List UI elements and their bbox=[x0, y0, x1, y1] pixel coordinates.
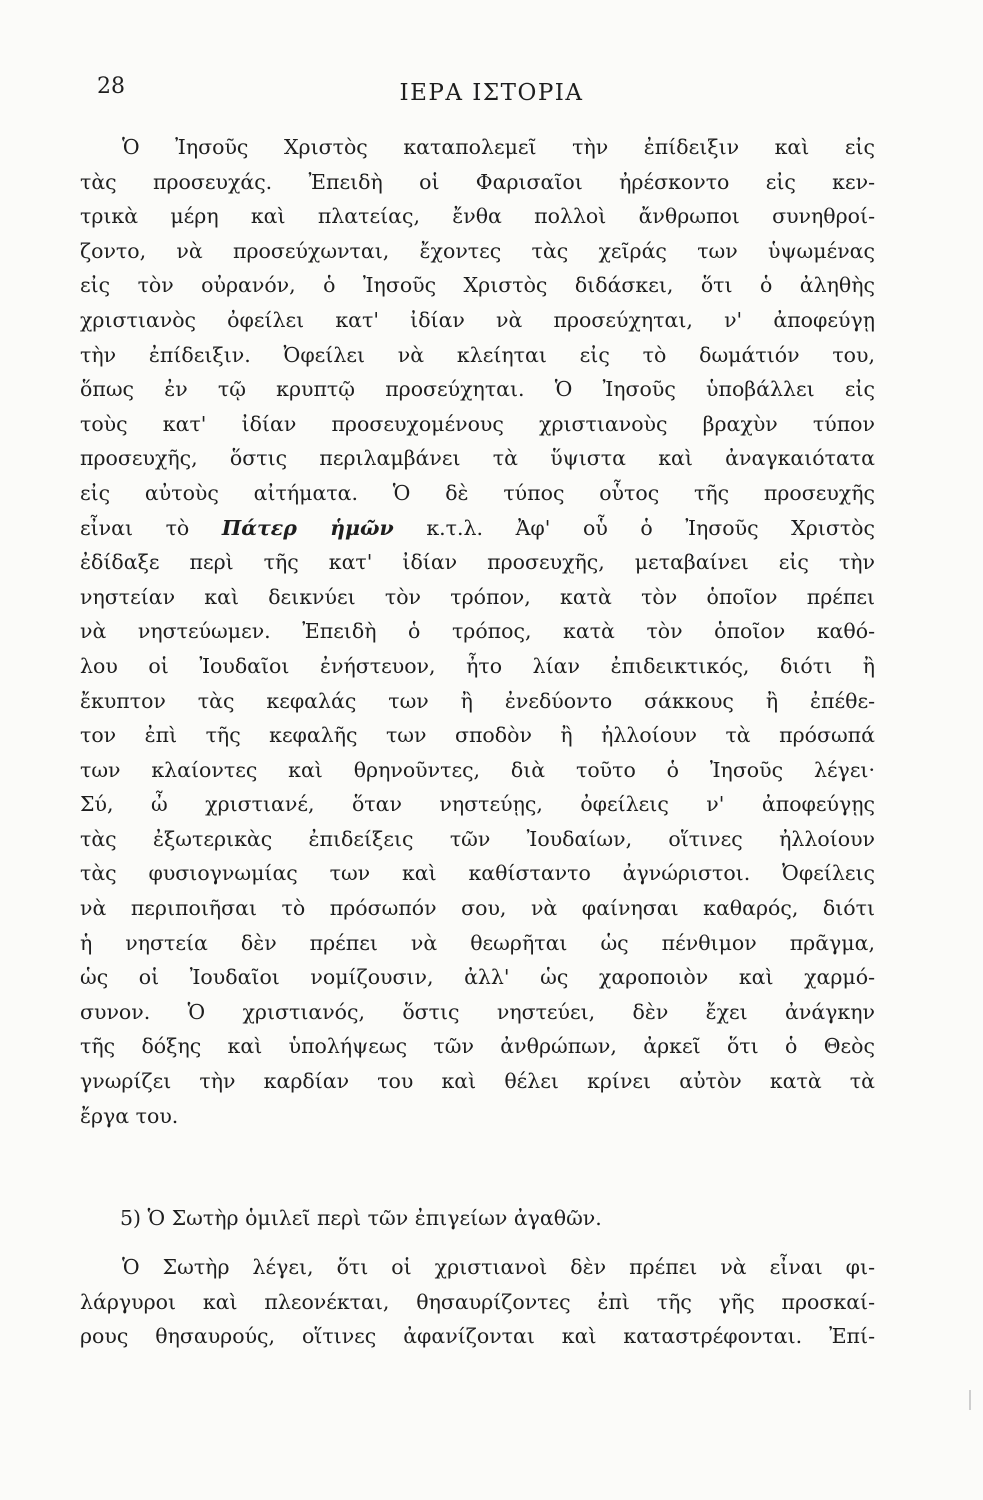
text-line: χριστιανὸς ὀφείλει κατ' ἰδίαν νὰ προσεύχηται, ν' ἀποφεύγῃ bbox=[80, 307, 875, 332]
text-line: ζοντο, νὰ προσεύχωνται, ἔχοντες τὰς χεῖράς των ὑψωμένας bbox=[80, 238, 875, 263]
section-heading: 5) Ὁ Σωτὴρ ὁμιλεῖ περὶ τῶν ἐπιγείων ἀγαθῶν. bbox=[120, 1206, 602, 1230]
text-line: Σύ, ὦ χριστιανέ, ὅταν νηστεύῃς, ὀφείλεις ν' ἀποφεύγῃς bbox=[80, 792, 875, 817]
text-line-lords-prayer bbox=[80, 511, 875, 546]
running-title: ΙΕΡΑ ΙΣΤΟΡΙΑ bbox=[399, 80, 584, 106]
text-line: τὰς φυσιογνωμίας των καὶ καθίσταντο ἀγνώριστοι. Ὀφείλεις bbox=[80, 861, 875, 886]
text-line: γνωρίζει τὴν καρδίαν του καὶ θέλει κρίνει αὐτὸν κατὰ τὰ bbox=[80, 1069, 875, 1094]
text-line: των κλαίοντες καὶ θρηνοῦντες, διὰ τοῦτο ὁ Ἰησοῦς λέγει· bbox=[80, 757, 875, 782]
text-line: ἔργα του. bbox=[80, 1103, 179, 1128]
text-line: νὰ περιποιῆσαι τὸ πρόσωπόν σου, νὰ φαίνησαι καθαρός, διότι bbox=[80, 896, 875, 921]
text-line: τὰς προσευχάς. Ἐπειδὴ οἱ Φαρισαῖοι ἠρέσκοντο εἰς κεν- bbox=[80, 169, 875, 194]
page-number: 28 bbox=[97, 74, 125, 99]
text-line: ὅπως ἐν τῷ κρυπτῷ προσεύχηται. Ὁ Ἰησοῦς ὑποβάλλει εἰς bbox=[80, 377, 875, 402]
text-line: ὡς οἱ Ἰουδαῖοι νομίζουσιν, ἀλλ' ὡς χαροποιὸν καὶ χαρμό- bbox=[80, 965, 875, 990]
text-line: νηστείαν καὶ δεικνύει τὸν τρόπον, κατὰ τὸν ὁποῖον πρέπει bbox=[80, 584, 875, 609]
text-line: νὰ νηστεύωμεν. Ἐπειδὴ ὁ τρόπος, κατὰ τὸν ὁποῖον καθό- bbox=[80, 619, 875, 644]
text-fragment: εἶναι τὸ bbox=[80, 515, 222, 540]
text-line: λάργυροι καὶ πλεονέκται, θησαυρίζοντες ἐπὶ τῆς γῆς προσκαί- bbox=[80, 1289, 875, 1314]
text-line: λου οἱ Ἰουδαῖοι ἐνήστευον, ἦτο λίαν ἐπιδεικτικός, διότι ἢ bbox=[80, 653, 875, 678]
text-line: Ὁ Ἰησοῦς Χριστὸς καταπολεμεῖ τὴν ἐπίδειξιν καὶ εἰς bbox=[122, 135, 875, 159]
page-edge-mark bbox=[969, 1390, 971, 1410]
text-line: ἡ νηστεία δὲν πρέπει νὰ θεωρῆται ὡς πένθιμον πρᾶγμα, bbox=[80, 930, 875, 955]
text-line: τὴν ἐπίδειξιν. Ὀφείλει νὰ κλείηται εἰς τὸ δωμάτιόν του, bbox=[80, 342, 875, 367]
text-line: τῆς δόξης καὶ ὑπολήψεως τῶν ἀνθρώπων, ἀρκεῖ ὅτι ὁ Θεὸς bbox=[80, 1034, 875, 1059]
text-line: εἰς τὸν οὐρανόν, ὁ Ἰησοῦς Χριστὸς διδάσκει, ὅτι ὁ ἀληθὴς bbox=[80, 273, 875, 298]
text-line: τὰς ἐξωτερικὰς ἐπιδείξεις τῶν Ἰουδαίων, οἵτινες ἠλλοίουν bbox=[80, 826, 875, 851]
text-line: εἰς αὐτοὺς αἰτήματα. Ὁ δὲ τύπος οὗτος τῆς προσευχῆς bbox=[80, 480, 875, 505]
text-line: τρικὰ μέρη καὶ πλατείας, ἔνθα πολλοὶ ἄνθρωποι συνηθροί- bbox=[80, 204, 875, 229]
paragraph-prayer-fasting bbox=[80, 130, 875, 1133]
paragraph-earthly-goods bbox=[80, 1250, 875, 1354]
emphasized-title: Πάτερ ἡμῶν bbox=[221, 515, 394, 540]
text-line: προσευχῆς, ὅστις περιλαμβάνει τὰ ὕψιστα καὶ ἀναγκαιότατα bbox=[80, 446, 875, 471]
text-line: Ὁ Σωτὴρ λέγει, ὅτι οἱ χριστιανοὶ δὲν πρέπει νὰ εἶναι φι- bbox=[122, 1255, 875, 1279]
text-fragment: κ.τ.λ. Ἀφ' οὗ ὁ Ἰησοῦς Χριστὸς bbox=[393, 515, 875, 540]
text-line: συνον. Ὁ χριστιανός, ὅστις νηστεύει, δὲν ἔχει ἀνάγκην bbox=[80, 999, 875, 1024]
text-line: ἔκυπτον τὰς κεφαλάς των ἢ ἐνεδύοντο σάκκους ἢ ἐπέθε- bbox=[80, 688, 875, 713]
text-line: ἐδίδαξε περὶ τῆς κατ' ἰδίαν προσευχῆς, μεταβαίνει εἰς τὴν bbox=[80, 550, 875, 575]
text-line: τον ἐπὶ τῆς κεφαλῆς των σποδὸν ἢ ἠλλοίουν τὰ πρόσωπά bbox=[80, 723, 875, 748]
text-line: ρους θησαυρούς, οἵτινες ἀφανίζονται καὶ καταστρέφονται. Ἐπί- bbox=[80, 1324, 875, 1349]
text-line: τοὺς κατ' ἰδίαν προσευχομένους χριστιανοὺς βραχὺν τύπον bbox=[80, 411, 875, 436]
